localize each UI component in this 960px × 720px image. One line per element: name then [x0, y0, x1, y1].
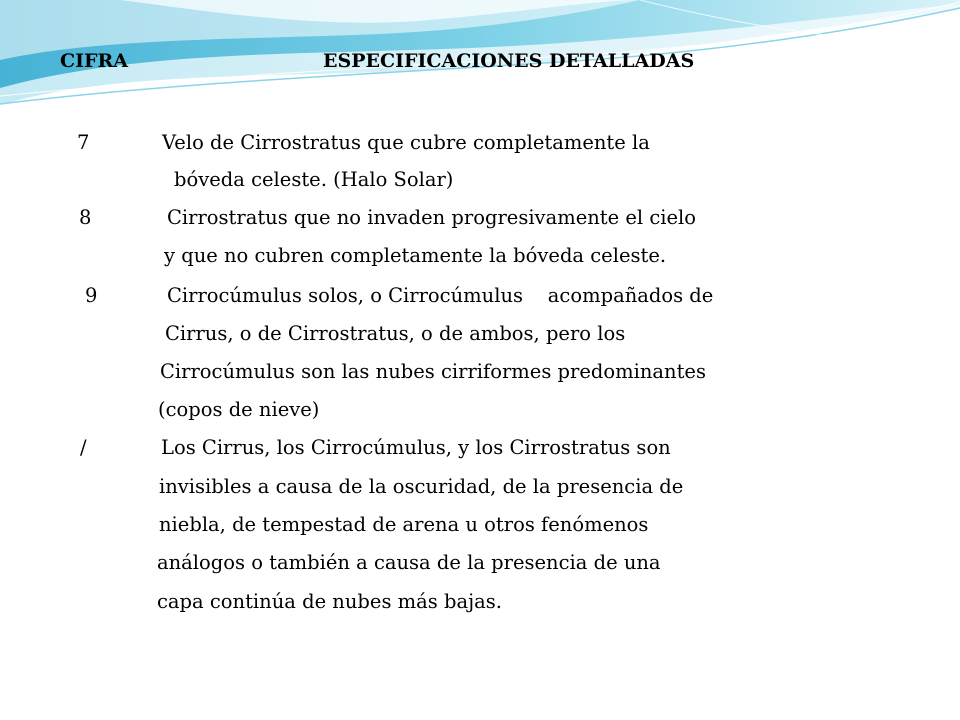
row-9-line-4: (copos de nieve) [158, 398, 320, 421]
row-slash-line-5: capa continúa de nubes más bajas. [157, 590, 502, 613]
cifra-slash: / [80, 436, 87, 459]
row-8-line-1: Cirrostratus que no invaden progresivamente el cielo [167, 206, 697, 229]
row-9-line-3: Cirrocúmulus son las nubes cirriformes predominantes [160, 360, 706, 383]
row-slash-line-4: análogos o también a causa de la presencia de una [157, 551, 661, 574]
row-8-line-2: y que no cubren completamente la bóveda celeste. [164, 244, 667, 267]
row-slash-line-1: Los Cirrus, los Cirrocúmulus, y los Cirrostratus son [161, 436, 671, 459]
cifra-9: 9 [85, 284, 98, 307]
cifra-7: 7 [77, 131, 90, 154]
row-slash-line-2: invisibles a causa de la oscuridad, de la presencia de [159, 475, 684, 498]
row-7-line-2: bóveda celeste. (Halo Solar) [174, 168, 454, 191]
header-especificaciones: ESPECIFICACIONES DETALLADAS [323, 50, 695, 72]
row-7-line-1: Velo de Cirrostratus que cubre completamente la [162, 131, 650, 154]
header-cifra: CIFRA [60, 50, 129, 72]
row-9-line-1: Cirrocúmulus solos, o Cirrocúmulus acompañados de [167, 284, 714, 307]
cifra-8: 8 [79, 206, 92, 229]
row-slash-line-3: niebla, de tempestad de arena u otros fenómenos [159, 513, 649, 536]
row-9-line-2: Cirrus, o de Cirrostratus, o de ambos, pero los [165, 322, 626, 345]
